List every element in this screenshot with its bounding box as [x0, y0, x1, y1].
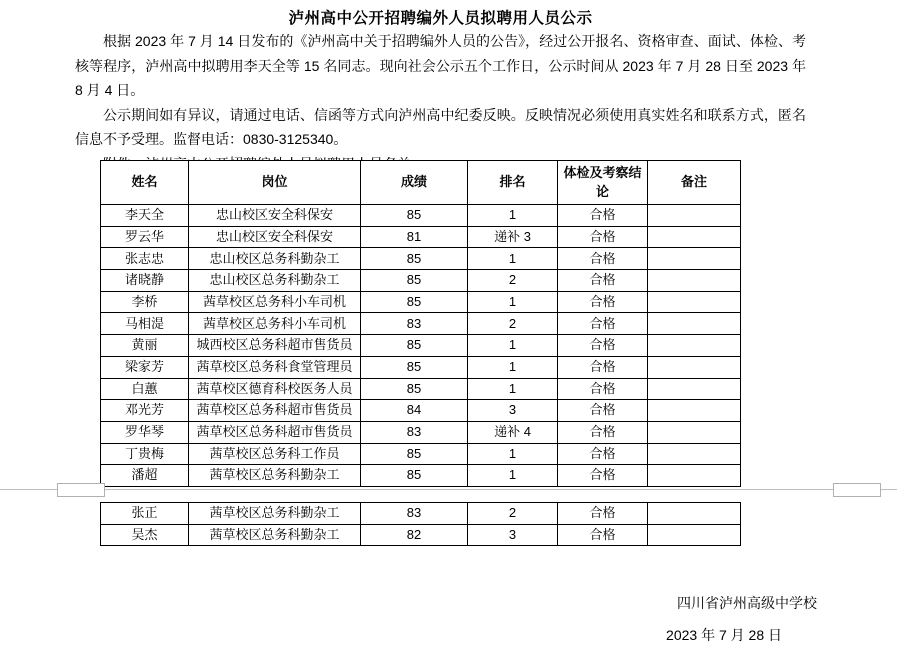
cell-name: 张志忠 [101, 248, 189, 270]
table-header-row [101, 161, 741, 205]
cell-score: 85 [361, 248, 468, 270]
cell-remarks [648, 291, 741, 313]
table-row [101, 270, 741, 292]
table-row [101, 421, 741, 443]
cell-remarks [648, 313, 741, 335]
cell-score: 82 [361, 524, 468, 546]
table-row [101, 335, 741, 357]
cell-remarks [648, 335, 741, 357]
cell-position: 茜草校区总务科勤杂工 [189, 524, 361, 546]
cell-conclusion: 合格 [558, 313, 648, 335]
cell-score: 85 [361, 443, 468, 465]
document-body [75, 29, 806, 177]
cell-position: 茜草校区总务科超市售货员 [189, 421, 361, 443]
page-break-marker-left [57, 483, 105, 497]
cell-position: 忠山校区总务科勤杂工 [189, 270, 361, 292]
cell-score: 85 [361, 378, 468, 400]
cell-rank: 2 [468, 313, 558, 335]
cell-name: 诸晓静 [101, 270, 189, 292]
cell-remarks [648, 248, 741, 270]
cell-conclusion: 合格 [558, 270, 648, 292]
paragraph-contact: 公示期间如有异议，请通过电话、信函等方式向泸州高中纪委反映。反映情况必须使用真实姓名和联系方式，匿名信息不予受理。监督电话：0830-3125340。 [75, 106, 806, 148]
table-row [101, 443, 741, 465]
cell-position: 茜草校区总务科勤杂工 [189, 465, 361, 487]
cell-score: 85 [361, 335, 468, 357]
column-header-name: 姓名 [101, 161, 189, 205]
table-row [101, 291, 741, 313]
cell-conclusion: 合格 [558, 524, 648, 546]
signature-date: 2023 年 7 月 28 日 [666, 627, 782, 643]
cell-name: 潘超 [101, 465, 189, 487]
cell-position: 忠山校区总务科勤杂工 [189, 248, 361, 270]
page-break-marker-right [833, 483, 881, 497]
cell-remarks [648, 226, 741, 248]
column-header-score: 成绩 [361, 161, 468, 205]
cell-conclusion: 合格 [558, 443, 648, 465]
roster-table-page1 [100, 160, 741, 487]
table-row [101, 400, 741, 422]
cell-name: 邓光芳 [101, 400, 189, 422]
cell-rank: 2 [468, 270, 558, 292]
cell-score: 85 [361, 270, 468, 292]
cell-name: 罗云华 [101, 226, 189, 248]
cell-score: 83 [361, 503, 468, 525]
column-header-position: 岗位 [189, 161, 361, 205]
cell-rank: 1 [468, 443, 558, 465]
roster-table-page2 [100, 502, 741, 546]
cell-rank: 3 [468, 400, 558, 422]
cell-score: 83 [361, 313, 468, 335]
cell-rank: 1 [468, 465, 558, 487]
cell-name: 罗华琴 [101, 421, 189, 443]
cell-position: 茜草校区总务科小车司机 [189, 313, 361, 335]
cell-position: 忠山校区安全科保安 [189, 205, 361, 227]
cell-conclusion: 合格 [558, 291, 648, 313]
page-break-line [0, 489, 897, 490]
table-row [101, 313, 741, 335]
cell-name: 黄丽 [101, 335, 189, 357]
column-header-rank: 排名 [468, 161, 558, 205]
cell-conclusion: 合格 [558, 356, 648, 378]
cell-position: 茜草校区德育科校医务人员 [189, 378, 361, 400]
cell-rank: 递补 3 [468, 226, 558, 248]
cell-rank: 2 [468, 503, 558, 525]
cell-position: 茜草校区总务科食堂管理员 [189, 356, 361, 378]
cell-rank: 1 [468, 335, 558, 357]
table-row [101, 356, 741, 378]
signature-organization: 四川省泸州高级中学校 [677, 595, 817, 611]
cell-name: 丁贵梅 [101, 443, 189, 465]
cell-position: 茜草校区总务科工作员 [189, 443, 361, 465]
cell-name: 白蕙 [101, 378, 189, 400]
column-header-conclusion: 体检及考察结论 [558, 161, 648, 205]
cell-name: 张正 [101, 503, 189, 525]
cell-position: 茜草校区总务科勤杂工 [189, 503, 361, 525]
cell-score: 83 [361, 421, 468, 443]
cell-position: 城西校区总务科超市售货员 [189, 335, 361, 357]
cell-rank: 1 [468, 205, 558, 227]
cell-name: 李桥 [101, 291, 189, 313]
cell-conclusion: 合格 [558, 378, 648, 400]
cell-conclusion: 合格 [558, 205, 648, 227]
cell-remarks [648, 421, 741, 443]
cell-name: 梁家芳 [101, 356, 189, 378]
cell-rank: 1 [468, 378, 558, 400]
cell-rank: 递补 4 [468, 421, 558, 443]
cell-remarks [648, 443, 741, 465]
cell-conclusion: 合格 [558, 226, 648, 248]
cell-score: 84 [361, 400, 468, 422]
table-row [101, 205, 741, 227]
table-row [101, 465, 741, 487]
cell-conclusion: 合格 [558, 400, 648, 422]
cell-rank: 1 [468, 291, 558, 313]
cell-name: 李天全 [101, 205, 189, 227]
cell-name: 马相湜 [101, 313, 189, 335]
cell-conclusion: 合格 [558, 503, 648, 525]
cell-conclusion: 合格 [558, 421, 648, 443]
cell-conclusion: 合格 [558, 335, 648, 357]
cell-score: 85 [361, 465, 468, 487]
cell-remarks [648, 356, 741, 378]
cell-position: 忠山校区安全科保安 [189, 226, 361, 248]
cell-position: 茜草校区总务科小车司机 [189, 291, 361, 313]
cell-remarks [648, 205, 741, 227]
cell-score: 85 [361, 356, 468, 378]
table-row [101, 378, 741, 400]
table-row [101, 226, 741, 248]
cell-name: 吴杰 [101, 524, 189, 546]
table-row [101, 524, 741, 546]
table-row [101, 503, 741, 525]
cell-position: 茜草校区总务科超市售货员 [189, 400, 361, 422]
cell-rank: 3 [468, 524, 558, 546]
cell-remarks [648, 465, 741, 487]
cell-rank: 1 [468, 356, 558, 378]
cell-score: 81 [361, 226, 468, 248]
cell-conclusion: 合格 [558, 248, 648, 270]
cell-remarks [648, 503, 741, 525]
cell-rank: 1 [468, 248, 558, 270]
cell-remarks [648, 378, 741, 400]
cell-conclusion: 合格 [558, 465, 648, 487]
cell-score: 85 [361, 205, 468, 227]
table-row [101, 248, 741, 270]
cell-remarks [648, 524, 741, 546]
cell-score: 85 [361, 291, 468, 313]
cell-remarks [648, 270, 741, 292]
cell-remarks [648, 400, 741, 422]
page-title: 泸州高中公开招聘编外人员拟聘用人员公示 [288, 10, 593, 27]
paragraph-basis: 根据 2023 年 7 月 14 日发布的《泸州高中关于招聘编外人员的公告》，经过公开报名、资格审查、面试、体检、考核等程序，泸州高中拟聘用李天全等 15 名同志。现向社会公示五个工作日，公示时间从 2023 年 7 月 28 日至 2023 年 8 月 4 日。 [75, 33, 806, 99]
column-header-remarks: 备注 [648, 161, 741, 205]
